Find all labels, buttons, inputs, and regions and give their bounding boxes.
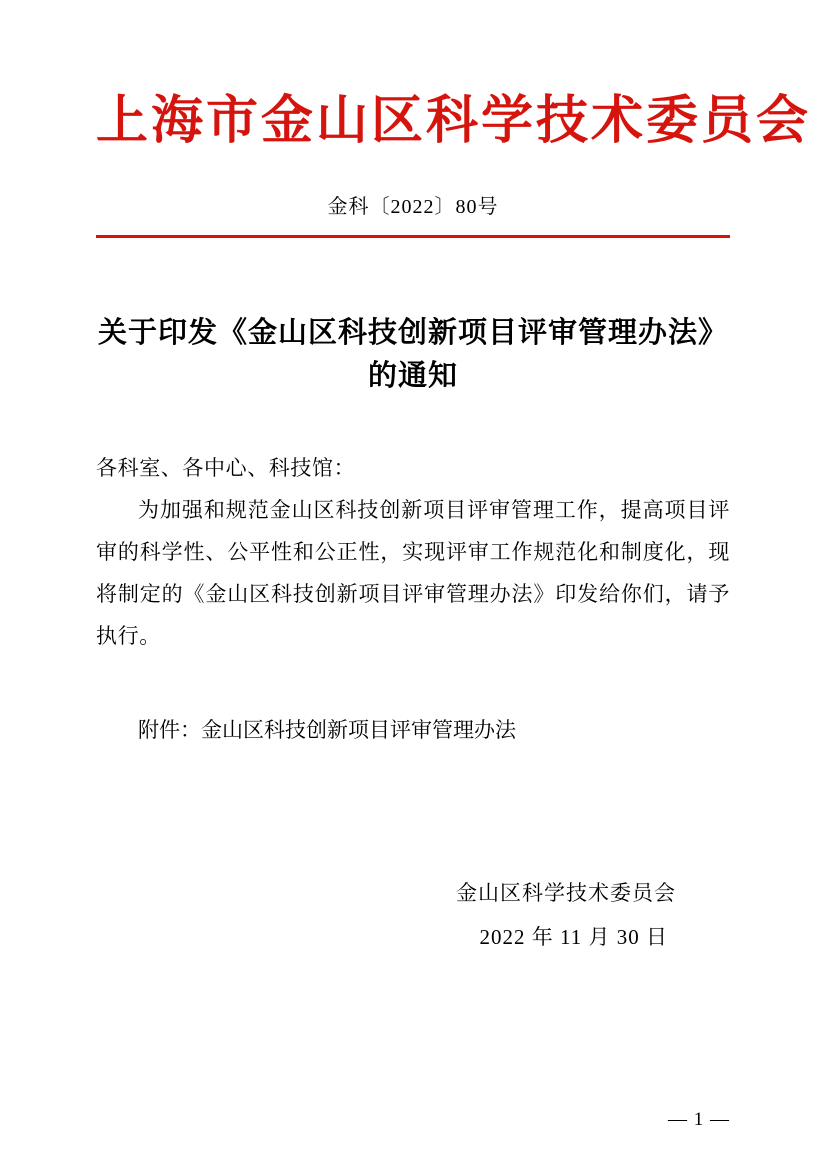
issuing-organization-title: 上海市金山区科学技术委员会 [96, 93, 812, 150]
page-title-line-1: 关于印发《金山区科技创新项目评审管理办法》 [97, 316, 728, 349]
red-divider-rule [96, 235, 730, 238]
signature-block [96, 871, 730, 959]
document-body [96, 447, 730, 657]
body-paragraph: 为加强和规范金山区科技创新项目评审管理工作，提高项目评审的科学性、公平性和公正性，实现评审工作规范化和制度化，现将制定的《金山区科技创新项目评审管理办法》印发给你们，请予执行。 [96, 497, 730, 648]
salutation: 各科室、各中心、科技馆： [96, 455, 356, 480]
page-title-line-2: 的通知 [367, 360, 458, 393]
masthead [96, 0, 812, 238]
signature-organization: 金山区科学技术委员会 [456, 880, 676, 905]
signature-date: 2022 年 11 月 30 日 [479, 924, 668, 949]
page-number: — 1 — [668, 1109, 730, 1130]
attachment-line: 附件：金山区科技创新项目评审管理办法 [138, 717, 516, 742]
document-number: 金科〔2022〕80号 [327, 195, 499, 218]
page-title [96, 312, 730, 399]
